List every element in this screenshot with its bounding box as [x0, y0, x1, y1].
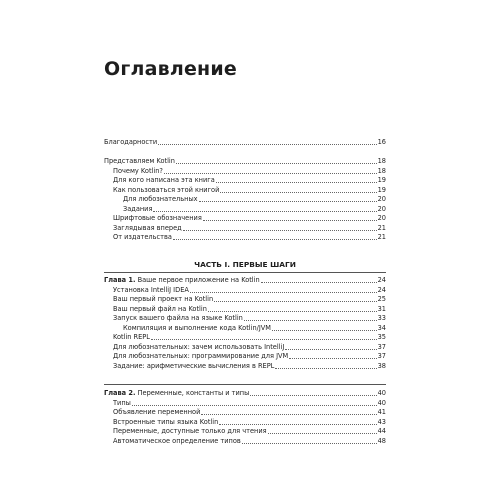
part-rule: [104, 272, 386, 273]
chapter-entry[interactable]: [104, 389, 386, 398]
dot-leader: [151, 339, 377, 340]
dot-leader: [275, 368, 376, 369]
chapter-title: Переменные, константы и типы: [135, 389, 250, 397]
dot-leader: [173, 239, 377, 240]
toc-entry-page: 25: [377, 295, 386, 303]
toc-entry-page: 40: [377, 398, 386, 407]
toc-entry[interactable]: [104, 224, 386, 233]
toc-entry-label: Типы: [113, 398, 131, 407]
toc-entry[interactable]: [104, 362, 386, 371]
toc-entry[interactable]: [104, 295, 386, 304]
toc-entry-page: 48: [377, 436, 386, 445]
dot-leader: [183, 230, 377, 231]
dot-leader: [219, 424, 376, 425]
toc-entry[interactable]: [104, 176, 386, 185]
toc-entry-label: Запуск вашего файла на языке Kotlin: [113, 314, 243, 322]
toc-entry-label: Установка IntelliJ IDEA: [113, 285, 189, 294]
dot-leader: [272, 330, 377, 331]
toc-entry[interactable]: [104, 286, 386, 295]
toc-entry-page: 21: [377, 233, 386, 241]
dot-leader: [244, 320, 377, 321]
toc-entry-label: Компиляция и выполнение кода Kotlin/JVM: [123, 323, 271, 332]
toc-entry-page: 20: [377, 195, 386, 203]
toc-entry[interactable]: [104, 157, 386, 166]
toc-entry-page: 38: [377, 361, 386, 370]
toc-entry[interactable]: [104, 399, 386, 408]
toc-entry-page: 19: [377, 176, 386, 184]
page-title: Оглавление: [104, 58, 237, 80]
toc-entry-page: 37: [377, 352, 386, 360]
toc-entry-page: 16: [377, 138, 386, 146]
toc-entry[interactable]: [104, 138, 386, 147]
chapter-number: Глава 1.: [104, 276, 136, 284]
dot-leader: [242, 443, 377, 444]
toc-entry-label: Почему Kotlin?: [113, 166, 163, 175]
toc-entry[interactable]: [104, 352, 386, 361]
toc-entry-label: Как пользоваться этой книгой: [113, 185, 220, 194]
toc-entry-label: Для кого написана эта книга: [113, 176, 215, 184]
dot-leader: [158, 144, 376, 145]
dot-leader: [190, 292, 377, 293]
toc-entry-page: 35: [377, 333, 386, 341]
toc-entry-label: Автоматическое определение типов: [113, 436, 241, 445]
chapter-entry[interactable]: [104, 276, 386, 285]
toc-entry[interactable]: [104, 233, 386, 242]
dot-leader: [153, 211, 376, 212]
toc-entry-page: 20: [377, 204, 386, 213]
toc-entry-page: 24: [377, 285, 386, 294]
toc-entry[interactable]: [104, 167, 386, 176]
toc-entry-page: 20: [377, 214, 386, 222]
dot-leader: [176, 163, 377, 164]
toc-entry[interactable]: [104, 333, 386, 342]
toc-entry[interactable]: [104, 314, 386, 323]
toc-entry[interactable]: [104, 427, 386, 436]
toc-entry[interactable]: [104, 343, 386, 352]
toc-entry-label: Ваш первый файл на Kotlin: [113, 304, 207, 313]
toc-entry[interactable]: [104, 195, 386, 204]
toc-entry-label: От издательства: [113, 233, 172, 241]
dot-leader: [289, 358, 376, 359]
dot-leader: [203, 220, 377, 221]
toc-entry-label: [104, 276, 260, 285]
toc-entry-page: 33: [377, 314, 386, 322]
toc-entry-page: 44: [377, 427, 386, 435]
toc-entry-label: Объявление переменной: [113, 408, 201, 416]
toc-entry-label: Благодарности: [104, 138, 158, 146]
toc-entry-page: 37: [377, 342, 386, 351]
toc-entry[interactable]: [104, 186, 386, 195]
toc-entry-label: Встроенные типы языка Kotlin: [113, 417, 219, 426]
toc-entry-page: 31: [377, 304, 386, 313]
dot-leader: [285, 349, 376, 350]
toc-entry-label: Задание: арифметические вычисления в REPL: [113, 361, 275, 370]
dot-leader: [132, 405, 377, 406]
dot-leader: [199, 201, 377, 202]
toc-entry-page: 43: [377, 417, 386, 426]
toc-entry-label: Шрифтовые обозначения: [113, 214, 202, 222]
toc-entry[interactable]: [104, 205, 386, 214]
toc-entry-label: Переменные, доступные только для чтения: [113, 427, 267, 435]
dot-leader: [250, 395, 376, 396]
toc-entry-page: 24: [377, 276, 386, 284]
chapter-number: Глава 2.: [104, 389, 136, 397]
toc-entry-page: 41: [377, 408, 386, 416]
dot-leader: [164, 173, 377, 174]
dot-leader: [268, 433, 377, 434]
toc-entry-page: 21: [377, 223, 386, 232]
toc-entry-label: Для любознательных: программирование для JVM: [113, 352, 289, 360]
toc-entry-page: 19: [377, 185, 386, 194]
toc-entry-label: Задания: [123, 204, 153, 213]
toc-entry-label: Ваш первый проект на Kotlin: [113, 295, 214, 303]
toc-entry-label: [104, 389, 249, 398]
toc-entry-page: 18: [377, 166, 386, 175]
dot-leader: [208, 311, 377, 312]
toc-entry[interactable]: [104, 214, 386, 223]
toc-entry-label: Представляем Kotlin: [104, 157, 175, 165]
dot-leader: [216, 182, 377, 183]
dot-leader: [214, 301, 376, 302]
chapter-title: Ваше первое приложение на Kotlin: [135, 276, 260, 284]
dot-leader: [261, 282, 377, 283]
toc-entry[interactable]: [104, 408, 386, 417]
toc-entry-page: 40: [377, 389, 386, 397]
toc-entry[interactable]: [104, 305, 386, 314]
toc-entry[interactable]: [104, 437, 386, 446]
toc-entry[interactable]: [104, 324, 386, 333]
toc-entry-label: Для любознательных: зачем использовать IntelliJ: [113, 342, 285, 351]
toc-entry[interactable]: [104, 418, 386, 427]
part-heading: ЧАСТЬ I. ПЕРВЫЕ ШАГИ: [194, 260, 296, 269]
chapter-rule: [104, 384, 386, 385]
toc-entry-label: Kotlin REPL: [113, 333, 150, 341]
dot-leader: [220, 192, 376, 193]
toc-entry-label: Для любознательных: [123, 195, 198, 203]
toc-entry-page: 18: [377, 157, 386, 165]
toc-entry-page: 34: [377, 323, 386, 332]
toc-entry-label: Заглядывая вперед: [113, 223, 182, 232]
dot-leader: [201, 414, 376, 415]
